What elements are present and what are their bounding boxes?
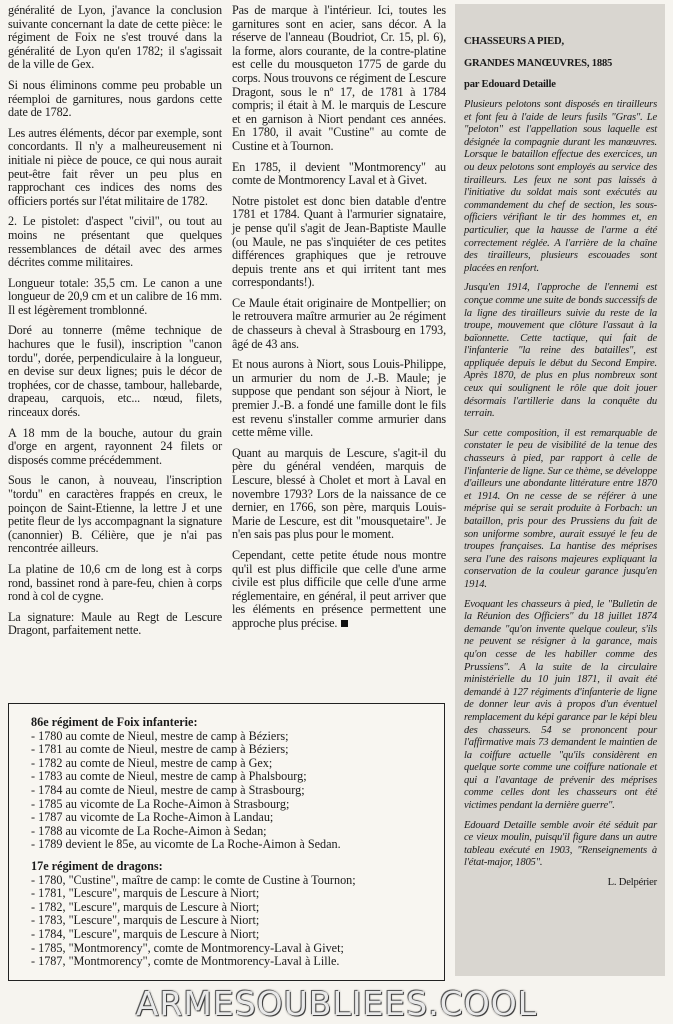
sidebar-paragraph: Evoquant les chasseurs à pied, le "Bulletin de la Réunion des Officiers" du 18 juillet 1874 demande "qu'on invente quelque couleur, s'ils ne peuvent se résigner à la garance, mais qu'on cesse de les habiller comme des Prussiens". A la suite de la circulaire ministérielle du 10 juin 1871, il avait été demandé à 127 régiments d'infanterie de ligne de donner leur avis à propos d'un éventuel remplacement du képi garance par le képi bleu des chasseurs. 54 se prononcent pour l'affirmative mais 73 demandent le maintien de la coiffure actuelle "qu'ils considèrent en quelque sorte comme une coiffure nationale et qui a l'avantage de prévenir des méprises comme celles dont les chasseurs ont été victimes pendant la dernière guerre". — [464, 598, 657, 812]
sidebar-paragraph: Edouard Detaille semble avoir été séduit par ce vieux moulin, puisqu'il figure dans un autre tableau exécuté en 1903, "Renseignements à l'état-major, 1805". — [464, 819, 657, 869]
list-item: - 1782, "Lescure", marquis de Lescure à Niort; — [31, 899, 260, 914]
paragraph: Pas de marque à l'intérieur. Ici, toutes les garnitures sont en acier, sans décor. A la réserve de l'anneau (Boudriot, Cr. 15, pl. 6), la forme, alors courante, de la contre-platine est celle du mousqueton 1775 de garde du corps. Nous trouvons ce régiment de Lescure Dragont, sous le nº 17, de 1781 à 1784 compris; il était à M. le marquis de Lescure et en garnison à Niort pendant ces années. En 1780, il avait "Custine" au comte de Custine et à Tournon. — [232, 3, 446, 153]
box-heading-dragoons: 17e régiment de dragons: — [31, 858, 163, 873]
list-item: - 1785, "Montmorency", comte de Montmorency-Laval à Givet; — [31, 940, 344, 955]
list-item: - 1781, "Lescure", marquis de Lescure à Niort; — [31, 886, 260, 901]
infantry-history-list — [31, 730, 436, 852]
paragraph: Quant au marquis de Lescure, s'agit-il du père du général vendéen, marquis de Lescure, blessé à Cholet et mort à Laval en novembre 1793? Lors de la naissance de ce dernier, en 1766, son père, marquis Louis-Marie de Lescure, est dit "mousquetaire". Je n'en sais pas plus pour le moment. — [232, 445, 446, 542]
paragraph: Ce Maule était originaire de Montpellier; on le retrouvera maître armurier au 2e régiment de chasseurs à cheval à Strasbourg en 1793, âgé de 43 ans. — [232, 295, 446, 351]
sidebar-caption — [455, 4, 665, 976]
sidebar-paragraph: Plusieurs pelotons sont disposés en tirailleurs et font feu à l'aide de leurs fusils "Gras". Le "peloton" est l'appellation sous laquelle est désignée la compagnie durant les manœuvres. Lorsque le bataillon effectue des exercices, un ou deux pelotons sont employés au service des tirailleurs. Les feux ne sont pas laissés à l'initiative du soldat mais sont exécutés au commandement du chef de section, les sous-officiers vérifiant le tir des hommes et, en particulier, que la hausse de l'arme a été correctement réglée. A l'arrière de la chaîne des tirailleurs, plusieurs escouades sont placées en renfort. — [464, 99, 657, 274]
regiment-history-box — [8, 703, 445, 981]
paragraph: La platine de 10,6 cm de long est à corps rond, bassinet rond à pare-feu, chien à corps rond à col de cygne. — [8, 561, 222, 604]
paragraph: Les autres éléments, décor par exemple, sont concordants. Il n'y a malheureusement ni initiale ni pièce de pouce, ce qui nous aurait peut-être fait rêver un peu plus en rapprochant ces indices des noms des officiers portés sur l'état militaire de 1782. — [8, 125, 222, 208]
list-item: - 1780, "Custine", maître de camp: le comte de Custine à Tournon; — [31, 872, 356, 887]
paragraph: Longueur totale: 35,5 cm. Le canon a une longueur de 20,9 cm et un calibre de 16 mm. Il est légèrement tromblonné. — [8, 275, 222, 317]
list-item: - 1781 au comte de Nieul, mestre de camp à Béziers; — [31, 742, 289, 757]
list-item: - 1784, "Lescure", marquis de Lescure à Niort; — [31, 926, 260, 941]
sidebar-signature: L. Delpérier — [607, 877, 657, 889]
paragraph: 2. Le pistolet: d'aspect "civil", ou tout au moins ne présentant que quelques ressemblances de détail avec des armes décrites comme militaires. — [8, 214, 222, 270]
list-item: - 1782 au comte de Nieul, mestre de camp à Gex; — [31, 755, 273, 770]
paragraph-text: Cependant, cette petite étude nous montre qu'il est plus difficile que celle d'une arme civile est plus difficile que celle d'une arme réglementaire, en général, il peut arriver que les éléments en présence permettent une approche plus précise. — [232, 547, 446, 630]
list-item: - 1788 au vicomte de La Roche-Aimon à Sedan; — [31, 823, 267, 838]
paragraph: Sous le canon, à nouveau, l'inscription "tordu" en caractères frappés en creux, le poinçon de Saint-Etienne, la lettre J et une petite fleur de lys accompagnant la signature (canonnier) B. Célière, que je n'ai pas rencontrée ailleurs. — [8, 473, 222, 556]
paragraph: Et nous aurons à Niort, sous Louis-Philippe, un armurier du nom de J.-B. Maule; je suppose que pendant son séjour à Niort, le premier J.-B. a fondé une famille dont le fils est revenu s'installer comme armurier dans cette même ville. — [232, 357, 446, 440]
list-item: - 1787, "Montmorency", comte de Montmorency-Laval à Lille. — [31, 954, 340, 969]
paragraph: La signature: Maule au Regt de Lescure Dragont, parfaitement nette. — [8, 609, 222, 638]
paragraph: généralité de Lyon, j'avance la conclusion suivante concernant la date de cette pièce: le régiment de Foix ne s'est trouvé dans la généralité de Lyon qu'en 1782; il s'agissait de la ville de Gex. — [8, 3, 222, 72]
end-of-article-mark — [341, 620, 348, 627]
article-column-left — [8, 4, 222, 645]
paragraph-last — [232, 549, 446, 631]
sidebar-author: par Edouard Detaille — [464, 79, 556, 90]
sidebar-title-line1: CHASSEURS A PIED, — [464, 36, 564, 47]
dragoons-history-list — [31, 874, 436, 969]
list-item: - 1783 au comte de Nieul, mestre de camp à Phalsbourg; — [31, 769, 307, 784]
list-item: - 1780 au comte de Nieul, mestre de camp à Béziers; — [31, 728, 289, 743]
list-item: - 1789 devient le 85e, au vicomte de La Roche-Aimon à Sedan. — [31, 837, 341, 852]
list-item: - 1787 au vicomte de La Roche-Aimon à Landau; — [31, 810, 274, 825]
sidebar-paragraph: Sur cette composition, il est remarquable de constater le peu de visibilité de la tenue des chasseurs à pied, par rapport à celle de l'infanterie de ligne. Sur ce thème, se développe d'ailleurs une abondante littérature entre 1870 et 1914. On ne cesse de se référer à une méprise qui se serait produite à Forbach: un bataillon, pris pour des Prussiens du fait de son uniforme sombre, aurait essuyé le feu de troupes françaises. La hantise des méprises sera l'une des raisons majeures expliquant la conservation de la couleur garance jusqu'en 1914. — [464, 427, 657, 590]
sidebar-title-line2: GRANDES MANŒUVRES, 1885 — [464, 58, 613, 69]
paragraph: Si nous éliminons comme peu probable un réemploi de garnitures, nous gardons cette date de 1782. — [8, 77, 222, 120]
article-column-middle — [232, 4, 446, 638]
list-item: - 1783, "Lescure", marquis de Lescure à Niort; — [31, 913, 260, 928]
list-item: - 1784 au comte de Nieul, mestre de camp à Strasbourg; — [31, 782, 305, 797]
paragraph: Notre pistolet est donc bien datable d'entre 1781 et 1784. Quant à l'armurier signataire, je pense qu'il s'agit de Jean-Baptiste Maulle (ou Maule, ne pas s'inquiéter de ces petites différences graphiques que je retrouve depuis trente ans et qui irritent tant mes correspondants!). — [232, 193, 446, 290]
site-watermark: ARMESOUBLIEES.COOL — [135, 984, 538, 1023]
paragraph: Doré au tonnerre (même technique de hachures que le fusil), inscription "canon tordu", dorée, perpendiculaire à la longueur, en devise sur deux lignes; puis le décor de trophées, cor de chasse, tambour, hallebarde, drapeau, carquois, etc... nœud, filets, rinceaux dorés. — [8, 323, 222, 420]
paragraph: En 1785, il devient "Montmorency" au comte de Montmorency Laval et à Givet. — [232, 159, 446, 188]
box-heading-infantry: 86e régiment de Foix infanterie: — [31, 715, 198, 729]
paragraph: A 18 mm de la bouche, autour du grain d'orge en argent, rayonnent 24 filets or disposés comme précédemment. — [8, 425, 222, 467]
list-item: - 1785 au vicomte de La Roche-Aimon à Strasbourg; — [31, 796, 290, 811]
sidebar-paragraph: Jusqu'en 1914, l'approche de l'ennemi est conçue comme une suite de bonds successifs de la ligne des tirailleurs suivie du reste de la troupe, mouvement que clôture l'assaut à la baïonnette. Cette tactique, qui fait de l'infanterie "la reine des batailles", est appliquée depuis le début du Second Empire. Après 1870, de plus en plus nombreux sont ceux qui soulignent le rôle que doit jouer désormais l'artillerie dans la conquête du terrain. — [464, 282, 657, 420]
